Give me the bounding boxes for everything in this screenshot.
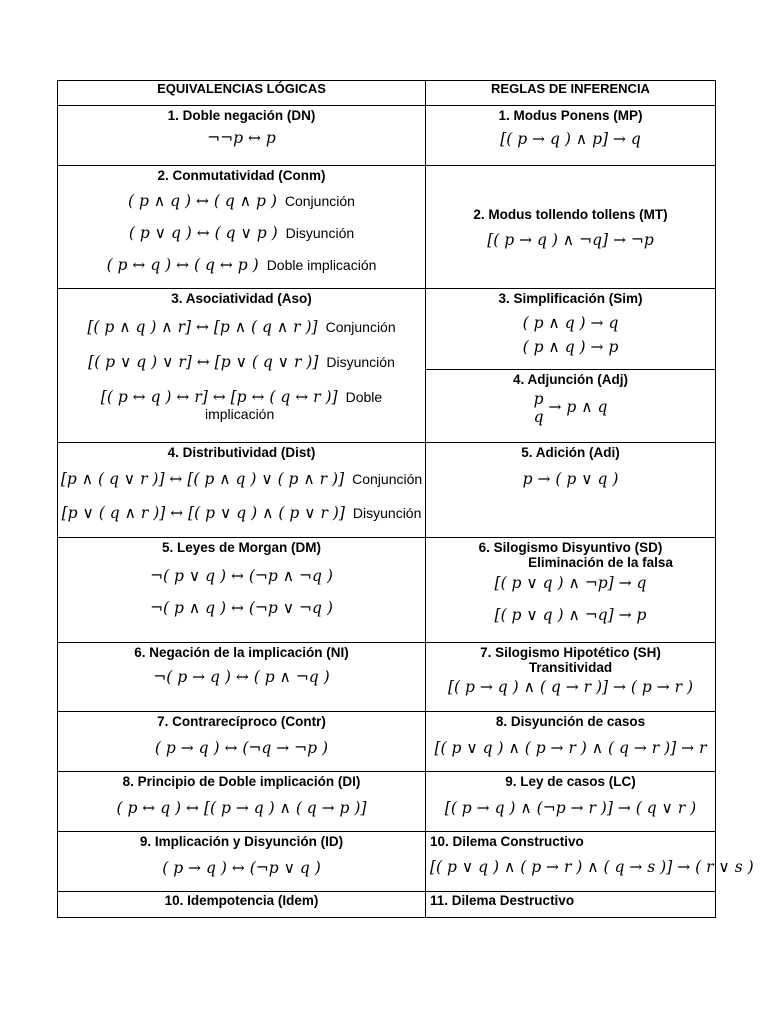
inf-sh-formula: [( p → q ) ∧ ( q → r )] → ( p → r ) bbox=[447, 678, 693, 696]
inf-adj-formula bbox=[426, 390, 715, 426]
table-row bbox=[58, 832, 716, 892]
eq-conm-line-1 bbox=[58, 191, 425, 211]
table-row bbox=[58, 892, 716, 918]
inf-mt-title: 2. Modus tollendo tollens (MT) bbox=[473, 206, 668, 222]
eq-aso-formula-3: [( p ↔ q ) ↔ r] ↔ [p ↔ ( q ↔ r )] bbox=[100, 388, 338, 406]
eq-dist-line-2 bbox=[58, 503, 425, 523]
eq-aso-title: 3. Asociatividad (Aso) bbox=[171, 291, 312, 306]
eq-aso-label-3b: implicación bbox=[205, 406, 275, 422]
inf-dcon-cell bbox=[426, 832, 754, 892]
eq-conm-label-1: Conjunción bbox=[284, 193, 355, 209]
eq-aso-cell bbox=[58, 289, 426, 443]
eq-dn-title: 1. Doble negación (DN) bbox=[167, 108, 316, 123]
eq-dist-line-1 bbox=[58, 469, 425, 489]
table-row bbox=[58, 772, 716, 832]
eq-aso-line-3 bbox=[58, 387, 425, 407]
inf-adj-title: 4. Adjunción (Adj) bbox=[513, 372, 628, 387]
eq-conm-formula-2: ( p ∨ q ) ↔ ( q ∨ p ) bbox=[128, 224, 278, 242]
inf-mp-title: 1. Modus Ponens (MP) bbox=[498, 108, 643, 123]
eq-di-title: 8. Principio de Doble implicación (DI) bbox=[122, 774, 361, 789]
eq-dist-title: 4. Distributividad (Dist) bbox=[167, 445, 316, 460]
inf-lc-formula: [( p → q ) ∧ (¬p → r )] → ( q ∨ r ) bbox=[444, 799, 697, 817]
inf-dcon-formula: [( p ∨ q ) ∧ ( p → r ) ∧ ( q → s )] → ( r ∨ s ) bbox=[430, 858, 754, 876]
inf-sim-adj-cell bbox=[426, 289, 716, 443]
eq-id-formula: ( p → q ) ↔ (¬p ∨ q ) bbox=[162, 859, 321, 877]
eq-contr-title: 7. Contrarecíproco (Contr) bbox=[157, 714, 326, 729]
table-row bbox=[58, 712, 716, 772]
eq-dist-label-2: Disyunción bbox=[352, 505, 422, 521]
eq-dm-formula-1: ¬( p ∨ q ) ↔ (¬p ∧ ¬q ) bbox=[150, 567, 333, 585]
eq-aso-formula-2: [( p ∨ q ) ∨ r] ↔ [p ∨ ( q ∨ r )] bbox=[88, 353, 319, 371]
inf-sd-formula-2: [( p ∨ q ) ∧ ¬q] → p bbox=[494, 606, 647, 624]
inf-mp-formula: [( p → q ) ∧ p] → q bbox=[500, 130, 641, 148]
eq-idem-cell bbox=[58, 892, 426, 918]
eq-aso-formula-1: [( p ∧ q ) ∧ r] ↔ [p ∧ ( q ∧ r )] bbox=[87, 318, 318, 336]
logic-rules-sheet bbox=[57, 80, 754, 920]
inf-adi-cell bbox=[426, 443, 716, 538]
inf-lc-cell bbox=[426, 772, 716, 832]
eq-aso-line-2 bbox=[58, 352, 425, 372]
eq-idem-title: 10. Idempotencia (Idem) bbox=[164, 893, 319, 908]
eq-aso-label-1: Conjunción bbox=[325, 319, 396, 335]
eq-conm-formula-3: ( p ↔ q ) ↔ ( q ↔ p ) bbox=[106, 256, 259, 274]
eq-dist-label-1: Conjunción bbox=[352, 471, 423, 487]
inf-ddes-cell bbox=[426, 892, 716, 918]
inf-mp-cell bbox=[426, 106, 716, 166]
inf-sd-subtitle: Eliminación de la falsa bbox=[528, 555, 673, 570]
header-reglas: REGLAS DE INFERENCIA bbox=[426, 81, 716, 106]
eq-conm-label-3: Doble implicación bbox=[266, 257, 377, 273]
inf-sim-block bbox=[426, 289, 715, 369]
eq-di-formula: ( p ↔ q ) ↔ [( p → q ) ∧ ( q → p )] bbox=[116, 799, 367, 817]
eq-ni-cell bbox=[58, 643, 426, 712]
eq-aso-line-1 bbox=[58, 317, 425, 337]
inf-sim-formula-1: ( p ∧ q ) → q bbox=[522, 314, 619, 332]
table-row bbox=[58, 166, 716, 289]
table-row bbox=[58, 643, 716, 712]
inf-sim-title: 3. Simplificación (Sim) bbox=[498, 291, 643, 306]
eq-contr-cell bbox=[58, 712, 426, 772]
inf-mt-formula: [( p → q ) ∧ ¬q] → ¬p bbox=[487, 230, 654, 249]
eq-di-cell bbox=[58, 772, 426, 832]
eq-conm-line-2 bbox=[58, 223, 425, 243]
inf-dcon-title: 10. Dilema Constructivo bbox=[430, 834, 584, 849]
eq-conm-formula-1: ( p ∧ q ) ↔ ( q ∧ p ) bbox=[128, 192, 277, 210]
table-row bbox=[58, 443, 716, 538]
table-header-row bbox=[58, 81, 716, 106]
eq-dist-cell bbox=[58, 443, 426, 538]
inf-adi-title: 5. Adición (Adi) bbox=[521, 445, 620, 460]
table-row bbox=[58, 289, 716, 443]
inf-sh-cell bbox=[426, 643, 716, 712]
inf-adj-block bbox=[426, 369, 715, 442]
inf-dc-title: 8. Disyunción de casos bbox=[495, 714, 646, 729]
logic-rules-table bbox=[57, 80, 754, 918]
header-equivalencias: EQUIVALENCIAS LÓGICAS bbox=[58, 81, 426, 106]
eq-dm-formula-2: ¬( p ∧ q ) ↔ (¬p ∨ ¬q ) bbox=[150, 599, 333, 617]
eq-dm-title: 5. Leyes de Morgan (DM) bbox=[161, 540, 322, 555]
inf-sim-formula-2: ( p ∧ q ) → p bbox=[522, 338, 619, 356]
inf-mt-cell bbox=[426, 166, 716, 289]
inf-adi-formula: p → ( p ∨ q ) bbox=[522, 470, 619, 488]
eq-contr-formula: ( p → q ) ↔ (¬q → ¬p ) bbox=[154, 739, 329, 757]
eq-conm-label-2: Disyunción bbox=[285, 225, 355, 241]
eq-aso-label-2: Disyunción bbox=[326, 354, 395, 370]
inf-sd-cell bbox=[426, 538, 716, 643]
table-row bbox=[58, 106, 716, 166]
inf-ddes-title: 11. Dilema Destructivo bbox=[430, 893, 575, 908]
inf-adj-premise-p: p bbox=[533, 390, 544, 408]
eq-conm-title: 2. Conmutatividad (Conm) bbox=[157, 168, 326, 183]
inf-adj-premises bbox=[534, 390, 544, 426]
inf-adj-premise-q: q bbox=[533, 408, 544, 426]
eq-dm-cell bbox=[58, 538, 426, 643]
inf-dc-cell bbox=[426, 712, 716, 772]
eq-dn-cell bbox=[58, 106, 426, 166]
eq-dn-formula: ¬¬p ↔ p bbox=[207, 129, 276, 147]
eq-id-cell bbox=[58, 832, 426, 892]
eq-aso-label-3: Doble bbox=[345, 389, 383, 405]
eq-conm-cell bbox=[58, 166, 426, 289]
eq-dist-formula-2: [p ∨ ( q ∧ r )] ↔ [( p ∨ q ) ∧ ( p ∨ r )] bbox=[61, 504, 345, 522]
inf-sd-title: 6. Silogismo Disyuntivo (SD) bbox=[478, 540, 663, 555]
inf-adj-conclusion: → p ∧ q bbox=[548, 398, 608, 416]
eq-conm-line-3 bbox=[58, 255, 425, 275]
inf-dc-formula: [( p ∨ q ) ∧ ( p → r ) ∧ ( q → r )] → r bbox=[434, 739, 707, 757]
inf-sh-subtitle: Transitividad bbox=[528, 660, 613, 675]
inf-sh-title: 7. Silogismo Hipotético (SH) bbox=[480, 645, 661, 660]
inf-lc-title: 9. Ley de casos (LC) bbox=[505, 774, 636, 789]
eq-ni-title: 6. Negación de la implicación (NI) bbox=[134, 645, 349, 660]
eq-ni-formula: ¬( p → q ) ↔ ( p ∧ ¬q ) bbox=[153, 668, 330, 686]
table-row bbox=[58, 538, 716, 643]
inf-sd-formula-1: [( p ∨ q ) ∧ ¬p] → q bbox=[494, 574, 647, 592]
eq-id-title: 9. Implicación y Disyunción (ID) bbox=[139, 834, 344, 849]
eq-dist-formula-1: [p ∧ ( q ∨ r )] ↔ [( p ∧ q ) ∨ ( p ∧ r )] bbox=[60, 470, 345, 488]
